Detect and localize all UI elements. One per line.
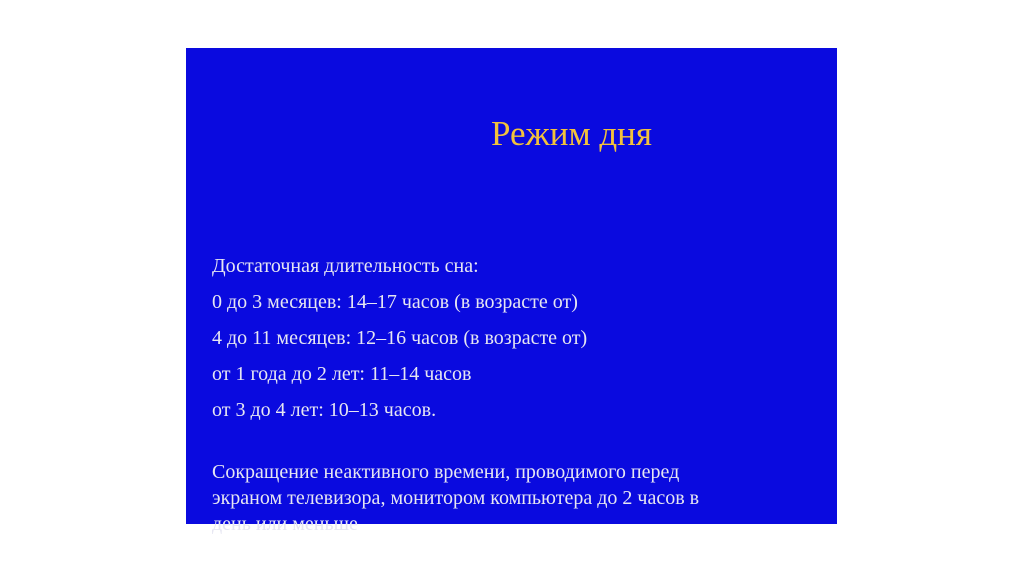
sleep-line-toddler: от 1 года до 2 лет: 11–14 часов bbox=[212, 363, 472, 385]
screen-time-line-1: Сокращение неактивного времени, проводимого перед bbox=[212, 461, 680, 483]
sleep-duration-block bbox=[212, 248, 587, 428]
sleep-line-preschool: от 3 до 4 лет: 10–13 часов. bbox=[212, 399, 437, 421]
sleep-line-baby: 4 до 11 месяцев: 12–16 часов (в возрасте от) bbox=[212, 327, 588, 349]
sleep-heading: Достаточная длительность сна: bbox=[212, 255, 479, 277]
screen-time-line-3: день или меньше bbox=[212, 513, 358, 535]
slide-title: Режим дня bbox=[491, 114, 652, 153]
slide bbox=[186, 48, 837, 535]
screen-time-block bbox=[212, 459, 699, 537]
sleep-line-infant: 0 до 3 месяцев: 14–17 часов (в возрасте от) bbox=[212, 291, 578, 313]
screen-time-line-2: экраном телевизора, монитором компьютера до 2 часов в bbox=[212, 487, 700, 509]
